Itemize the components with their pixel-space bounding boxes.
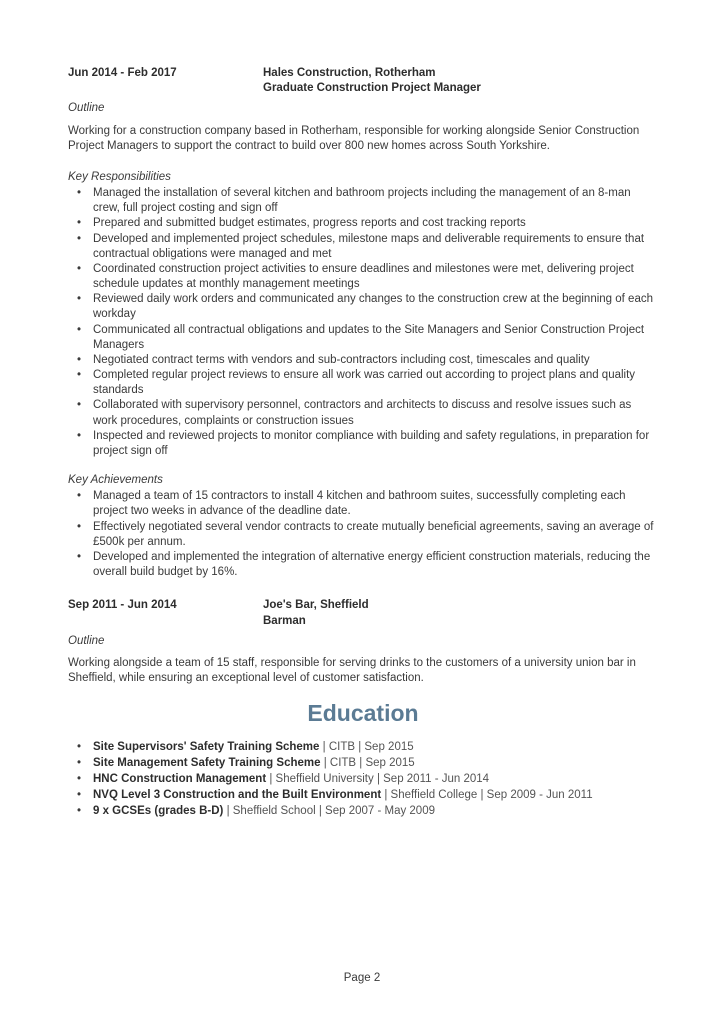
job-dates: Jun 2014 - Feb 2017 bbox=[68, 67, 177, 79]
achievement-item: • Effectively negotiated several vendor contracts to create mutually beneficial agreements, saving an average of £500k per annum. bbox=[68, 520, 658, 550]
outline-label: Outline bbox=[68, 634, 105, 647]
education-item bbox=[68, 755, 658, 771]
responsibility-item: • Developed and implemented project schedules, milestone maps and deliverable requirements to ensure that contractual obligations were managed and met bbox=[68, 232, 658, 262]
education-item bbox=[68, 739, 658, 755]
education-qualification: HNC Construction Management bbox=[93, 772, 267, 785]
responsibility-item: • Prepared and submitted budget estimates, progress reports and cost tracking reports bbox=[68, 216, 658, 231]
education-qualification: Site Supervisors' Safety Training Scheme bbox=[93, 740, 320, 753]
job-company: Hales Construction, Rotherham bbox=[263, 67, 436, 79]
responsibility-item: • Negotiated contract terms with vendors and sub-contractors including cost, timescales and quality bbox=[68, 353, 658, 368]
education-section bbox=[68, 700, 658, 818]
outline-paragraph: Working alongside a team of 15 staff, responsible for serving drinks to the customers of a university union bar in Sheffield, while ensuring an exceptional level of customer satisfaction. bbox=[68, 656, 636, 685]
key-responsibilities-list bbox=[68, 186, 658, 459]
responsibility-item: • Reviewed daily work orders and communicated any changes to the construction crew at the beginning of each workday bbox=[68, 292, 658, 322]
education-item bbox=[68, 787, 658, 803]
education-details: | Sheffield University | Sep 2011 - Jun 2014 bbox=[266, 772, 490, 785]
outline-paragraph: Working for a construction company based in Rotherham, responsible for working alongside Senior Construction Project Managers to support the contract to build over 800 new homes across South Yorkshire. bbox=[68, 124, 640, 152]
key-responsibilities-label: Key Responsibilities bbox=[68, 170, 171, 183]
responsibility-item: • Coordinated construction project activities to ensure deadlines and milestones were met, delivering project schedule updates at monthly management meetings bbox=[68, 262, 658, 292]
education-item bbox=[68, 771, 658, 787]
job-company: Joe's Bar, Sheffield bbox=[263, 599, 369, 612]
job-role: Barman bbox=[263, 614, 306, 627]
education-item bbox=[68, 803, 658, 819]
responsibility-item: • Completed regular project reviews to ensure all work was carried out according to project plans and quality standards bbox=[68, 368, 658, 398]
education-details: | Sheffield College | Sep 2009 - Jun 2011 bbox=[381, 788, 593, 801]
responsibility-item: • Communicated all contractual obligations and updates to the Site Managers and Senior Construction Project Managers bbox=[68, 323, 658, 353]
education-list bbox=[68, 739, 658, 819]
achievement-item: • Developed and implemented the integration of alternative energy efficient construction materials, reducing the overall build budget by 16%. bbox=[68, 550, 658, 580]
page-number: Page 2 bbox=[343, 971, 381, 984]
job-header bbox=[68, 598, 658, 628]
education-qualification: Site Management Safety Training Scheme bbox=[93, 756, 321, 769]
key-achievements-label: Key Achievements bbox=[68, 474, 163, 487]
responsibility-item: • Managed the installation of several kitchen and bathroom projects including the management of an 8-man crew, full project costing and sign off bbox=[68, 186, 658, 216]
education-details: | CITB | Sep 2015 bbox=[319, 740, 414, 753]
job-header bbox=[68, 66, 658, 96]
education-details: | CITB | Sep 2015 bbox=[320, 756, 415, 769]
achievement-item: • Managed a team of 15 contractors to install 4 kitchen and bathroom suites, successfully completing each project two weeks in advance of the deadline date. bbox=[68, 489, 658, 519]
job-entry-hales-construction bbox=[68, 66, 658, 580]
job-role: Graduate Construction Project Manager bbox=[263, 82, 481, 95]
education-details: | Sheffield School | Sep 2007 - May 2009 bbox=[223, 804, 435, 817]
education-qualification: 9 x GCSEs (grades B-D) bbox=[93, 804, 224, 817]
key-achievements-list bbox=[68, 489, 658, 580]
education-qualification: NVQ Level 3 Construction and the Built Environment bbox=[93, 788, 382, 801]
education-heading: Education bbox=[307, 700, 419, 727]
job-dates: Sep 2011 - Jun 2014 bbox=[68, 599, 177, 612]
job-entry-joes-bar bbox=[68, 598, 658, 686]
job-org bbox=[263, 66, 481, 96]
outline-label: Outline bbox=[68, 102, 105, 115]
job-org bbox=[263, 598, 369, 628]
responsibility-item: • Inspected and reviewed projects to monitor compliance with building and safety regulations, in preparation for project sign off bbox=[68, 429, 658, 459]
responsibility-item: • Collaborated with supervisory personnel, contractors and architects to discuss and resolve issues such as work procedures, complaints or construction issues bbox=[68, 398, 658, 428]
